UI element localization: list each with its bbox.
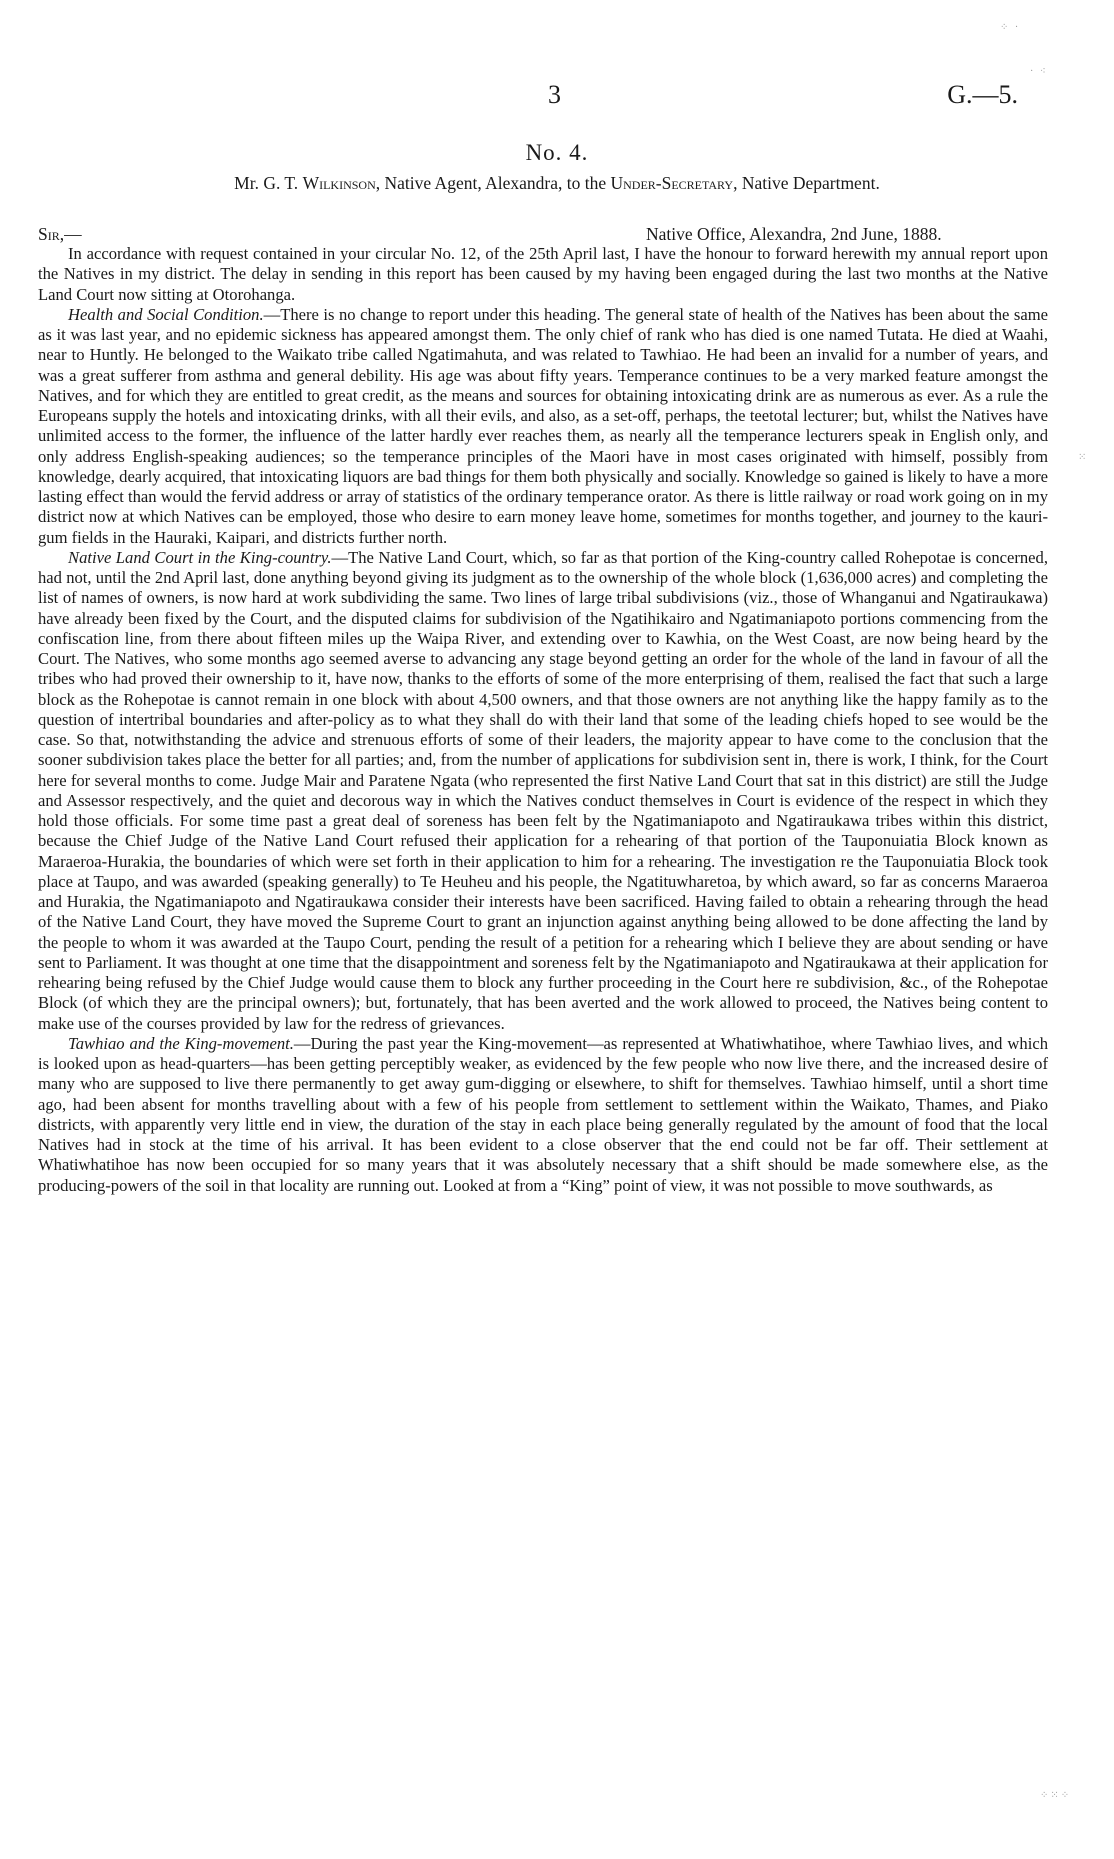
scan-speck-bottom-right: ⁘⁙⁘ [1040, 1790, 1072, 1801]
title-prefix: Mr. G. T. [234, 173, 303, 193]
paragraph-health-text: —There is no change to report under this heading. The general state of health of the Natives has been about the same as it was last year, and no epidemic sickness has appeared amongst them. The only chief of rank who has died is one named Tutata. He died at Waahi, near to Huntly. He belonged to the Waikato tribe called Ngatimahuta, and was related to Tawhiao. He had been an invalid for a number of years, and was a great sufferer from asthma and general debility. His age was about fifty years. Temperance continues to be a very marked feature amongst the Natives, and for which they are entitled to great credit, as the means and sources for obtaining intoxicating drink are as numerous as ever. As a rule the Europeans supply the hotels and intoxicating drinks, with all their evils, and also, as a set-off, perhaps, the teetotal lecturer; but, whilst the Natives have unlimited access to the former, the influence of the latter hardly ever reaches them, as nearly all the temperance lecturers speak in English only, and only address English-speaking audiences; so the temperance principles of the Maori have in most cases originated with himself, possibly from knowledge, dearly acquired, that intoxicating liquors are bad things for them both physically and socially. Knowledge so gained is likely to have a more lasting effect than would the fervid address or array of statistics of the ordinary temperance orator. As there is little railway or road work going on in my district now at which Natives can be employed, those who desire to earn money leave home, sometimes for months together, and journey to the kauri-gum fields in the Hauraki, Kaipari, and districts further north. [38, 304, 1048, 547]
title-middle: , Native Agent, Alexandra, to the [375, 173, 611, 193]
paragraph-king-movement [38, 1034, 1048, 1196]
paragraph-king-movement-text: —During the past year the King-movement—as represented at Whatiwhatihoe, where Tawhiao lives, and which is looked upon as head-quarters—has been getting perceptibly weaker, as evidenced by the few people who now live there, and the increased desire of many who are supposed to live there permanently to get away gum-digging or elsewhere, to shift for themselves. Tawhiao himself, until a short time ago, had been absent for months travelling about with a few of his people from settlement to settlement within the Waikato, Thames, and Piako districts, with apparently very little end in view, the duration of the stay in each place being generally regulated by the amount of food that the local Natives had in stock at the time of his arrival. It has been evident to a close observer that the end could not be far off. Their settlement at Whatiwhatihoe has now been occupied for so many years that it was absolutely necessary that a shift should be made somewhere else, as the producing-powers of the soil in that locality are running out. Looked at from a “King” point of view, it was not possible to move southwards, as [38, 1033, 1048, 1195]
recipient-title: Under-Secretary [610, 173, 734, 193]
paragraph-land-court-text: —The Native Land Court, which, so far as that portion of the King-country called Rohepotae is concerned, had not, until the 2nd April last, done anything beyond giving its judgment as to the ownership of the whole block (1,636,000 acres) and completing the list of names of owners, is now hard at work subdividing the same. Two lines of large tribal subdivisions (viz., those of Whanganui and Ngatiraukawa) have already been fixed by the Court, and the disputed claims for subdivision of the Ngatihikairo and Ngatimaniapoto portions commencing from the confiscation line, from there about fifteen miles up the Waipa River, and extending over to Kawhia, on the West Coast, are now being heard by the Court. The Natives, who some months ago seemed averse to advancing any stage beyond getting an order for the whole of the land in favour of all the tribes who had proved their ownership to it, have now, thanks to the efforts of some of the more enterprising of them, realised the fact that such a large block as the Rohepotae is cannot remain in one block with about 4,500 owners, and that those owners are not anything like the happy family as to the question of intertribal boundaries and after-policy as to what they shall do with their land that some of the leading chiefs hoped to see would be the case. So that, notwithstanding the advice and strenuous efforts of some of their leaders, the majority appear to have come to the conclusion that the sooner subdivision takes place the better for all parties; and, from the number of applications for subdivision sent in, there is work, I think, for the Court here for several months to come. Judge Mair and Paratene Ngata (who represented the first Native Land Court that sat in this district) are still the Judge and Assessor respectively, and the quiet and decorous way in which the Natives conduct themselves in Court is evidence of the respect in which they hold those officials. For some time past a great deal of soreness has been felt by the Ngatimaniapoto and Ngatiraukawa tribes within this district, because the Chief Judge of the Native Land Court refused their application for a rehearing of that portion of the Tauponuiatia Block known as Maraeroa-Hurakia, the boundaries of which were set forth in their application to him for a rehearing. The investigation re the Tauponuiatia Block took place at Taupo, and was awarded (speaking generally) to Te Heuheu and his people, the Ngatituwharetoa, by which award, so far as concerns Maraeroa and Hurakia, the Ngatimaniapoto and Ngatiraukawa consider their interests have been sacrificed. Having failed to obtain a rehearing through the head of the Native Land Court, they have moved the Supreme Court to grant an injunction against anything being allowed to be done affecting the land by the people to whom it was awarded at the Taupo Court, pending the result of a petition for a rehearing which I believe they are about sending or have sent to Parliament. It was thought at one time that the disappointment and soreness felt by the Ngatimaniapoto and Ngatiraukawa at their application for rehearing being refused by the Chief Judge would cause them to block any further proceeding in the Court here re subdivision, &c., of the Rohepotae Block (of which they are the principal owners); but, fortunately, that has been averted and the work allowed to proceed, the Natives being content to make use of the courses provided by law for the redress of grievances. [38, 547, 1048, 1033]
scan-speck-top-right: ⁘ · [1000, 22, 1021, 33]
sender-name: Wilkinson [302, 173, 376, 193]
title-suffix: , Native Department. [733, 173, 880, 193]
heading-health: Health and Social Condition. [68, 304, 264, 324]
letter-title [150, 173, 964, 193]
heading-land-court: Native Land Court in the King-country. [68, 547, 332, 567]
page-header [0, 80, 1114, 116]
salutation: Sir,— [38, 224, 82, 244]
letter-number: No. 4. [525, 140, 589, 165]
scan-speck-margin: ⁙ [1078, 452, 1089, 463]
heading-king-movement: Tawhiao and the King-movement. [68, 1033, 294, 1053]
document-code: G.—5. [947, 80, 1018, 109]
scan-speck-right: · ⁖ [1030, 66, 1048, 77]
dateline: Native Office, Alexandra, 2nd June, 1888. [646, 224, 942, 244]
paragraph-health [38, 305, 1048, 548]
letter-body [38, 244, 1048, 1196]
paragraph-land-court [38, 548, 1048, 1034]
page-number: 3 [548, 80, 561, 109]
paragraph-intro: In accordance with request contained in your circular No. 12, of the 25th April last, I have the honour to forward herewith my annual report upon the Natives in my district. The delay in sending in this report has been caused by my having been engaged during the last two months at the Native Land Court now sitting at Otorohanga. [38, 244, 1048, 304]
